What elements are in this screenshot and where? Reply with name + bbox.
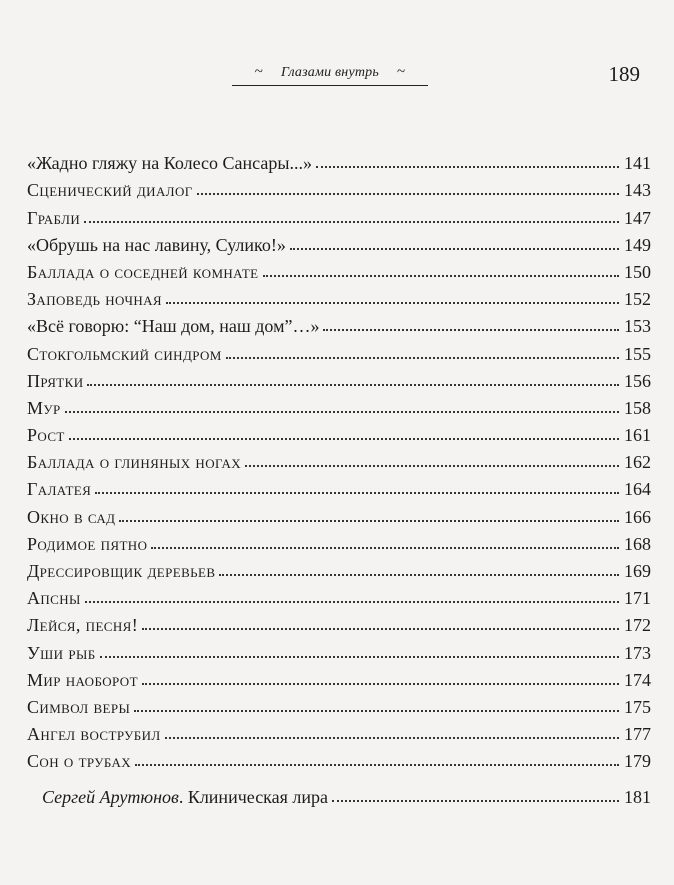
toc-entry-title: Заповедь ночная: [27, 289, 162, 310]
toc-entry-author: Сергей Арутюнов: [42, 787, 179, 807]
dot-leader: [84, 221, 619, 223]
dot-leader: [219, 574, 619, 576]
dot-leader: [332, 800, 619, 802]
page-number: 189: [608, 62, 640, 86]
toc-entry: [27, 471, 651, 498]
toc-entry: [27, 662, 651, 689]
toc-entry-title: Ангел вострубил: [27, 724, 161, 745]
dot-leader: [65, 411, 619, 413]
toc-entry: [27, 580, 651, 607]
toc-entry-title: Галатея: [27, 479, 92, 500]
dot-leader: [323, 329, 619, 331]
toc-entry: [27, 199, 651, 226]
toc-entry-title: Лейся, песня!: [27, 615, 139, 636]
toc-entry-page: 168: [624, 533, 651, 554]
toc-entry-page: 179: [624, 751, 651, 772]
toc-entry-title: Баллада о соседней комнате: [27, 261, 259, 282]
toc-entry-title: Баллада о глиняных ногах: [27, 452, 242, 473]
running-header: [232, 64, 428, 86]
toc-entry-title: Прятки: [27, 370, 84, 391]
toc-entry-title: «Жадно гляжу на Колесо Сансары...»: [27, 153, 312, 174]
toc-entry-title: «Обрушь на нас лавину, Сулико!»: [27, 234, 286, 255]
toc-entry-page: 175: [624, 696, 651, 717]
toc-entry-page: 156: [624, 370, 651, 391]
toc-entry-page: 143: [624, 180, 651, 201]
toc-entry-page: 152: [624, 289, 651, 310]
dot-leader: [85, 601, 619, 603]
toc-entry-title: Мур: [27, 397, 61, 418]
toc-entry-page: 174: [624, 669, 651, 690]
toc-entry-page: 173: [624, 642, 651, 663]
toc-entry: [27, 526, 651, 553]
toc-entry: [27, 417, 651, 444]
header-title: Глазами внутрь: [281, 65, 379, 80]
toc-entry-final: [42, 788, 651, 806]
dot-leader: [316, 166, 619, 168]
dot-leader: [290, 248, 619, 250]
dot-leader: [197, 193, 619, 195]
header-left-ornament: ~: [254, 64, 264, 80]
toc-entry: [27, 172, 651, 199]
toc-entry: [27, 634, 651, 661]
toc-entry: [27, 335, 651, 362]
toc-entry: [27, 281, 651, 308]
toc-entry-page: 141: [624, 153, 651, 174]
dot-leader: [135, 764, 619, 766]
dot-leader: [166, 302, 619, 304]
toc-entry-title: Грабли: [27, 207, 81, 228]
dot-leader: [142, 628, 619, 630]
toc-entry-page: 172: [624, 615, 651, 636]
dot-leader: [134, 710, 619, 712]
toc-entry-title: Сон о трубах: [27, 751, 132, 772]
header-right-ornament: ~: [396, 64, 406, 80]
table-of-contents: [27, 145, 651, 770]
toc-entry: [27, 607, 651, 634]
toc-entry-page: 177: [624, 724, 651, 745]
toc-entry: [27, 689, 651, 716]
toc-entry-page: 164: [624, 479, 651, 500]
toc-entry-page: 153: [624, 316, 651, 337]
toc-entry-page: 150: [624, 261, 651, 282]
toc-entry: [27, 498, 651, 525]
toc-entry: [27, 444, 651, 471]
toc-entry-page: 149: [624, 234, 651, 255]
dot-leader: [263, 275, 619, 277]
toc-entry-title: [42, 788, 330, 806]
toc-entry-title: Дрессировщик деревьев: [27, 561, 216, 581]
dot-leader: [119, 520, 619, 522]
dot-leader: [245, 465, 619, 467]
toc-entry-separator: .: [178, 787, 188, 807]
toc-entry-title: Рост: [27, 425, 65, 446]
toc-entry-page: 161: [624, 425, 651, 446]
toc-entry: [27, 254, 651, 281]
toc-entry-page: 181: [624, 787, 651, 807]
toc-entry: [27, 716, 651, 743]
dot-leader: [95, 492, 619, 494]
toc-entry-page: 169: [624, 561, 651, 581]
toc-entry-page: 158: [624, 397, 651, 418]
toc-entry-title: Родимое пятно: [27, 533, 148, 554]
toc-entry-page: 155: [624, 343, 651, 364]
dot-leader: [69, 438, 619, 440]
dot-leader: [100, 656, 619, 658]
toc-entry-title: Стокгольмский синдром: [27, 343, 222, 364]
toc-entry-title: Символ веры: [27, 696, 131, 717]
toc-entry-title: Мир наоборот: [27, 669, 138, 690]
toc-entry: [27, 743, 651, 770]
toc-entry: [27, 145, 651, 172]
toc-entry-title: Уши рыб: [27, 642, 96, 663]
toc-entry-page: 166: [624, 506, 651, 527]
dot-leader: [165, 737, 619, 739]
toc-entry: [27, 363, 651, 390]
toc-entry-page: 162: [624, 452, 651, 473]
dot-leader: [87, 384, 619, 386]
toc-entry: [27, 227, 651, 254]
toc-entry-page: 147: [624, 207, 651, 228]
toc-entry-title: Сценический диалог: [27, 180, 193, 201]
toc-entry-work-title: Клиническая лира: [187, 787, 329, 807]
toc-entry-title: Апсны: [27, 588, 81, 609]
toc-entry: [27, 553, 651, 580]
dot-leader: [151, 547, 619, 549]
toc-entry-page: 171: [624, 588, 651, 609]
toc-entry: [27, 390, 651, 417]
toc-entry-title: «Всё говорю: “Наш дом, наш дом”…»: [27, 316, 320, 337]
dot-leader: [226, 357, 619, 359]
toc-entry: [27, 308, 651, 335]
dot-leader: [142, 683, 619, 685]
toc-entry-title: Окно в сад: [27, 506, 116, 527]
